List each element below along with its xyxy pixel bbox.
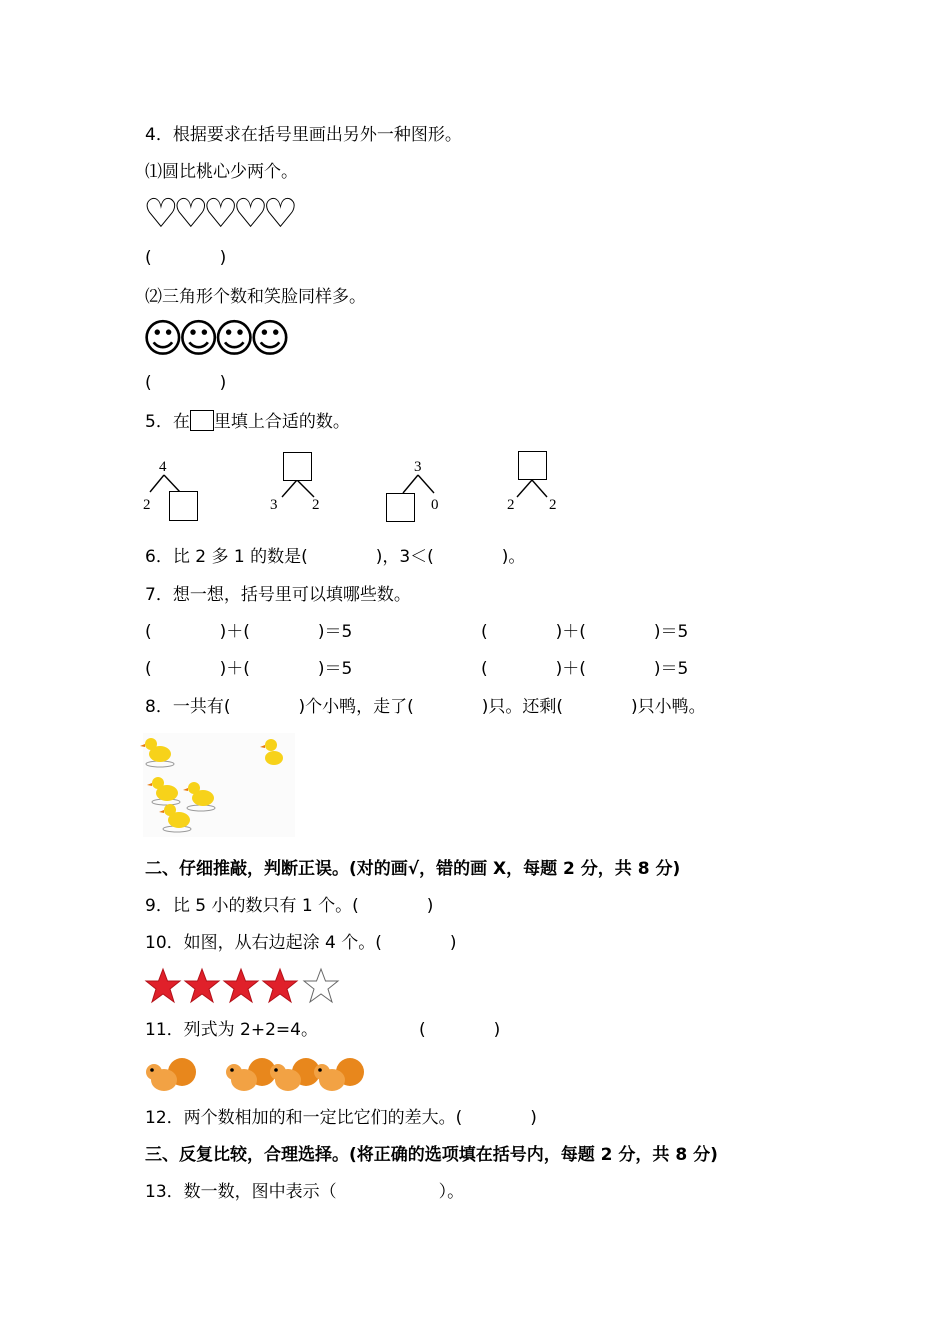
q5-title-after: 里填上合适的数。 <box>213 412 350 432</box>
filled-star-icon <box>263 969 297 1002</box>
tree1-left: 2 <box>143 497 151 513</box>
tree2-right: 2 <box>312 497 320 513</box>
q6-text: 6．比 2 多 1 的数是( )，3＜( )。 <box>145 547 526 567</box>
empty-star-icon <box>304 969 338 1002</box>
ducks-picture <box>143 733 295 837</box>
tree1-right-box[interactable] <box>169 491 198 521</box>
filled-star-icon <box>224 969 258 1002</box>
q13-text: 13．数一数，图中表示（ ）。 <box>145 1182 465 1202</box>
tree3-right: 0 <box>431 497 439 513</box>
section2-heading: 二、仔细推敲，判断正误。(对的画√，错的画 X，每题 2 分，共 8 分) <box>145 859 681 879</box>
tree4-right: 2 <box>549 497 557 513</box>
q7-row2-right: ( )＋( )＝5 <box>481 659 689 679</box>
q5-title-before: 5．在 <box>145 412 190 432</box>
q4-part1: ⑴圆比桃心少两个。 <box>145 162 298 182</box>
tree2-top-box[interactable] <box>283 452 312 481</box>
tree4-top-box[interactable] <box>518 451 547 480</box>
squirrel-icon <box>226 1058 276 1091</box>
smiley-faces-row: ☺☺☺☺ <box>142 316 285 362</box>
tree2-left: 3 <box>270 497 278 513</box>
q9-text: 9．比 5 小的数只有 1 个。( ) <box>145 896 434 916</box>
q11-text: 11．列式为 2+2=4。 <box>145 1020 318 1040</box>
tree3-top: 3 <box>414 459 422 475</box>
q7-title: 7．想一想，括号里可以填哪些数。 <box>145 585 411 605</box>
q7-row1-right: ( )＋( )＝5 <box>481 622 689 642</box>
q4-blank1: ( ) <box>145 248 227 268</box>
q4-title: 4．根据要求在括号里画出另外一种图形。 <box>145 125 462 145</box>
squirrels-picture <box>144 1050 369 1098</box>
tree1-top: 4 <box>159 459 167 475</box>
hearts-row: ♡♡♡♡♡ <box>143 191 293 237</box>
section3-heading: 三、反复比较，合理选择。(将正确的选项填在括号内，每题 2 分，共 8 分) <box>145 1145 718 1165</box>
tree4-left: 2 <box>507 497 515 513</box>
squirrel-icon <box>314 1058 364 1091</box>
q4-blank2: ( ) <box>145 373 227 393</box>
squirrel-icon <box>270 1058 320 1091</box>
squirrel-icon <box>146 1058 196 1091</box>
filled-star-icon <box>146 969 180 1002</box>
q7-row2-left: ( )＋( )＝5 <box>145 659 353 679</box>
filled-star-icon <box>185 969 219 1002</box>
q4-part2: ⑵三角形个数和笑脸同样多。 <box>145 287 366 307</box>
q8-text: 8．一共有( )个小鸭，走了( )只。还剩( )只小鸭。 <box>145 697 706 717</box>
tree3-left-box[interactable] <box>386 493 415 522</box>
q11-blank: ( ) <box>419 1020 501 1040</box>
q10-text: 10．如图，从右边起涂 4 个。( ) <box>145 933 457 953</box>
q12-text: 12．两个数相加的和一定比它们的差大。( ) <box>145 1108 537 1128</box>
stars-row <box>144 967 344 1007</box>
q7-row1-left: ( )＋( )＝5 <box>145 622 353 642</box>
